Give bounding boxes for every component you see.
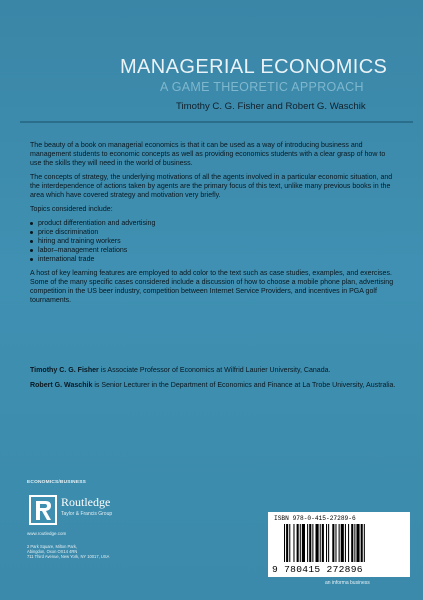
blurb-paragraph-closing: A host of key learning features are employed to add color to the text such as case studies, examples, and exercises. Some of the many specific cases considered include a discussion of how to choose a mobile phone plan, advertising competition in the US beer industry, competition between Internet Service Providers, and incentives in PGA golf tournaments. bbox=[30, 269, 394, 305]
barcode-panel bbox=[268, 512, 410, 577]
topics-list bbox=[30, 219, 396, 265]
author-bio-text: is Senior Lecturer in the Department of Economics and Finance at La Trobe University, Australia. bbox=[92, 382, 396, 390]
publisher-group: Taylor & Francis Group bbox=[61, 511, 113, 517]
list-item: product differentiation and advertising bbox=[30, 219, 396, 228]
author-bio bbox=[30, 366, 400, 375]
author-bio-text: is Associate Professor of Economics at Wilfrid Laurier University, Canada. bbox=[98, 367, 331, 374]
topics-heading: Topics considered include: bbox=[30, 205, 113, 213]
blurb-paragraph-2: The concepts of strategy, the underlying motivations of all the agents involved in a particular economic situation, and the interdependence of actions taken by agents are the primary focus of this text, unlike many previous books in the area which have covered strategy and motivation very briefly. bbox=[30, 173, 393, 200]
address-line: 711 Third Avenue, New York, NY 10017, USA bbox=[27, 554, 110, 560]
barcode-digits: 9 780415 272896 bbox=[272, 564, 363, 575]
publisher-url: www.routledge.com bbox=[27, 531, 67, 536]
list-item: international trade bbox=[30, 255, 396, 264]
address-line: 2 Park Square, Milton Park, bbox=[27, 544, 78, 549]
footer-note: an informa business bbox=[325, 580, 370, 586]
list-item: hiring and training workers bbox=[30, 237, 396, 246]
blurb-paragraph-1: The beauty of a book on managerial economics is that it can be used as a way of introducing business and management students to economic concepts as well as providing economics students with a clear grasp of how to use the skills they will need in the world of business. bbox=[30, 142, 386, 168]
book-title: MANAGERIAL ECONOMICS bbox=[120, 56, 388, 78]
author-bio-name: Timothy C. G. Fisher bbox=[30, 367, 99, 374]
author-line: Timothy C. G. Fisher and Robert G. Waschik bbox=[176, 101, 366, 112]
divider-rule bbox=[20, 121, 413, 123]
author-bio-name: Robert G. Waschik bbox=[30, 382, 93, 390]
subject-category: ECONOMICS/BUSINESS bbox=[27, 480, 87, 485]
blurb bbox=[30, 141, 396, 310]
barcode-icon bbox=[282, 524, 400, 564]
book-subtitle: A GAME THEORETIC APPROACH bbox=[160, 80, 364, 94]
author-bios bbox=[30, 366, 400, 396]
author-bio bbox=[30, 381, 400, 390]
list-item: labor–management relations bbox=[30, 246, 396, 255]
publisher-name: Routledge bbox=[61, 495, 111, 509]
routledge-logo-icon bbox=[29, 495, 57, 525]
list-item: price discrimination bbox=[30, 228, 396, 237]
publisher-address bbox=[27, 544, 187, 559]
isbn-label: ISBN 978-0-415-27289-6 bbox=[274, 515, 356, 522]
address-line: Abingdon, Oxon OX14 4RN bbox=[27, 549, 78, 555]
